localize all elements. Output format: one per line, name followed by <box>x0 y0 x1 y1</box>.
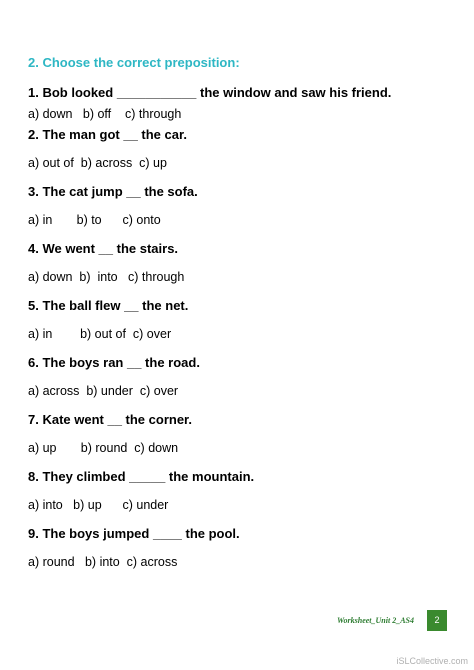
question-1: 1. Bob looked ___________ the window and saw his friend. <box>28 85 392 100</box>
options-8: a) into b) up c) under <box>28 498 169 512</box>
question-7: 7. Kate went __ the corner. <box>28 412 193 427</box>
footer-label: Worksheet_Unit 2_AS4 <box>337 616 414 625</box>
options-1: a) down b) off c) through <box>28 107 182 121</box>
options-9: a) round b) into c) across <box>28 555 178 569</box>
question-4: 4. We went __ the stairs. <box>28 241 179 256</box>
options-2: a) out of b) across c) up <box>28 156 167 170</box>
options-7: a) up b) round c) down <box>28 441 179 455</box>
question-8: 8. They climbed _____ the mountain. <box>28 469 255 484</box>
watermark: iSLCollective.com <box>396 656 468 666</box>
options-3: a) in b) to c) onto <box>28 213 161 227</box>
page-number-badge: 2 <box>427 610 447 631</box>
question-2: 2. The man got __ the car. <box>28 127 187 142</box>
section-heading: 2. Choose the correct preposition: <box>28 55 240 70</box>
options-6: a) across b) under c) over <box>28 384 179 398</box>
question-5: 5. The ball flew __ the net. <box>28 298 189 313</box>
question-3: 3. The cat jump __ the sofa. <box>28 184 198 199</box>
question-9: 9. The boys jumped ____ the pool. <box>28 526 240 541</box>
options-4: a) down b) into c) through <box>28 270 185 284</box>
options-5: a) in b) out of c) over <box>28 327 172 341</box>
question-6: 6. The boys ran __ the road. <box>28 355 200 370</box>
